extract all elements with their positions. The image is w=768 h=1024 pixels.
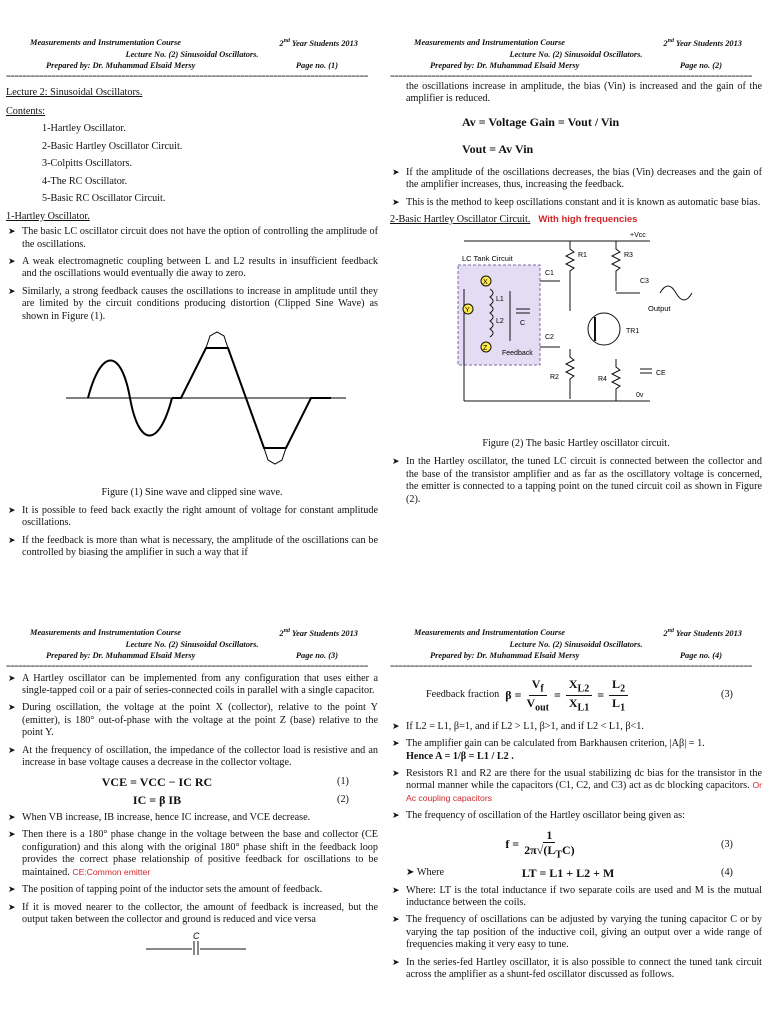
bullet-item: ➤ Resistors R1 and R2 are there for the usual stabilizing dc bias for the transistor in the normal manner while the capacitors (C1, C2, and C3) act as dc blocking capacitors. Or Ac coupling capacitors: [390, 768, 762, 805]
svg-text:Z: Z: [483, 345, 488, 353]
red-note: CE:Common emitter: [72, 866, 151, 877]
bullet-item: ➤ This is the method to keep oscillations constant and it is known as automatic base bias.: [390, 197, 762, 209]
page-header: Measurements and Instrumentation Course 2nd Year Students 2013 Lecture No. (2) Sinusoidal Oscillators. Prepared by: Dr. Muhammad Elsaid Mersy Page no. (2): [414, 38, 742, 70]
page-3: Measurements and Instrumentation Course 2nd Year Students 2013 Lecture No. (2) Sinusoidal Oscillators. Prepared by: Dr. Muhammad Elsaid Mersy Page no. (3) ======================================================================================== ➤ A Hartley oscillator can be implemented from any configuration that uses either a single-tapped coil or a pair of series-connected coils in parallel with a single capacitor. ➤ During oscillation, the voltage at the point X (collector), relative to the point Y (emitter), is 180° out-of-phase with the voltage at the point Z (base) relative to the point Y. ➤ At the frequency of oscillation, the impedance of the collector load is resistive and an increase in base voltage causes a decrease in the collector voltage. VCE = VCC − IC RC (1) IC = β IB (2) ➤ When VB increase, IB increase, hence IC increase, and VCE decrease. ➤ Then there is a 180° phase change in the voltage between the base and collector (CE configuration) and this along with the original 180° phase shift in the feedback loop provides the correct phase relationship of positive feedback for oscillations to be maintained. CE:Common emitter ➤ The position of tapping point of the inductor sets the amount of feedback. ➤ If it is moved nearer to the collector, the amount of feedback is increased, but the output taken between the collector and ground is reduced and vice versa C: [6, 628, 378, 1024]
equation-ic: IC = β IB (2): [132, 793, 349, 808]
equation-lt: ➤ Where LT = L1 + L2 + M (4): [406, 865, 733, 880]
page-1: [6, 38, 378, 590]
contents-item: 3-Colpitts Oscillators.: [42, 158, 132, 170]
page-header: Measurements and Instrumentation Course 2nd Year Students 2013 Lecture No. (2) Sinusoidal Oscillators. Prepared by: Dr. Muhammad Elsaid Mersy Page no. (3): [30, 628, 358, 660]
bullet-item: ➤ If it is moved nearer to the collector, the amount of feedback is increased, but the output taken between the collector and ground is reduced and vice versa: [6, 902, 378, 927]
svg-text:R2: R2: [550, 374, 559, 382]
bullet-item: ➤ It is possible to feed back exactly the right amount of voltage for constant amplitude oscillations.: [6, 505, 378, 530]
equation-vout: Vout = Av Vin: [462, 142, 534, 157]
bullet-item: ➤ In the Hartley oscillator, the tuned LC circuit is connected between the collector and the base of the transistor amplifier and as far as the oscillatory voltage is concerned, the emitter is connected to a tapping point on the tuned circuit coil as shown in Figure (2).: [390, 456, 762, 506]
course-title: Measurements and Instrumentation Course: [30, 38, 182, 47]
equation-gain: Av = Voltage Gain = Vout / Vin: [462, 115, 620, 130]
equation-frequency: f = $\frac{1}{2\pi√(L_TC)}$ (3): [505, 827, 733, 861]
svg-text:X: X: [483, 279, 488, 287]
svg-text:C: C: [193, 931, 200, 942]
page-number: Page no. (1): [295, 60, 338, 70]
section-heading: 1-Hartley Oscillator.: [6, 210, 90, 222]
section-heading: 2-Basic Hartley Oscillator Circuit.: [390, 214, 531, 225]
bullet-item: ➤ The amplifier gain can be calculated from Barkhausen criterion, |Aβ| = 1. Hence A = 1/β = L1 / L2 .: [390, 738, 762, 763]
bullet-item: ➤ The frequency of oscillations can be adjusted by varying the tuning capacitor C or by varying the tap position of the inductive coil, giving an output over a wide range of frequencies making it very easy to tune.: [390, 914, 762, 951]
bullet-item: ➤ If the amplitude of the oscillations decreases, the bias (Vin) decreases and the gain of the amplifier increases, thus, increasing the feedback.: [390, 167, 762, 192]
svg-text:R1: R1: [578, 252, 587, 260]
svg-text:LC Tank Circuit: LC Tank Circuit: [462, 254, 513, 264]
svg-text:Feedback: Feedback: [502, 350, 533, 358]
figure-2-hartley-circuit: [390, 229, 762, 429]
bullet-item: ➤ Then there is a 180° phase change in the voltage between the base and collector (CE configuration) and this along with the original 180° phase shift in the feedback loop provides the correct phase relationship of positive feedback for oscillations to be maintained. CE:Common emitter: [6, 829, 378, 879]
figure-2-caption: Figure (2) The basic Hartley oscillator circuit.: [482, 437, 670, 449]
page-number: Page no. (3): [295, 650, 338, 660]
bullet-item: ➤ A Hartley oscillator can be implemented from any configuration that uses either a single-tapped coil or a pair of series-connected coils in parallel with a single capacitor.: [6, 673, 378, 698]
bullet-item: ➤ If the feedback is more than what is necessary, the amplitude of the oscillations can be controlled by biasing the amplifier in such a way that if: [6, 535, 378, 560]
bullet-item: ➤ During oscillation, the voltage at the point X (collector), relative to the point Y (emitter), is 180° out-of-phase with the voltage at the point Z (base) relative to the point Y.: [6, 702, 378, 739]
contents-item: 4-The RC Oscillator.: [42, 175, 128, 187]
svg-text:+Vcc: +Vcc: [630, 232, 646, 240]
page-number: Page no. (2): [679, 60, 722, 70]
bullet-item: ➤ Similarly, a strong feedback causes the oscillations to increase in amplitude until they are limited by the circuit conditions producing distortion (Clipped Sine Wave) as shown in Figure (1).: [6, 286, 378, 323]
svg-text:CE: CE: [656, 370, 666, 378]
bullet-item: ➤ The frequency of oscillation of the Hartley oscillator being given as:: [390, 810, 762, 822]
equation-vce: VCE = VCC − IC RC (1): [101, 774, 349, 789]
bullet-item: ➤ If L2 = L1, β=1, and if L2 > L1, β>1, and if L2 < L1, β<1.: [390, 721, 762, 733]
contents-item: 2-Basic Hartley Oscillator Circuit.: [42, 140, 183, 152]
paragraph: the oscillations increase in amplitude, the bias (Vin) is increased and the gain of the amplifier is reduced.: [406, 80, 762, 104]
contents-heading: Contents:: [6, 106, 46, 117]
figure-1-caption: Figure (1) Sine wave and clipped sine wave.: [101, 486, 283, 498]
page-number: Page no. (4): [679, 650, 722, 660]
capacitor-fragment: [6, 931, 378, 955]
svg-text:Output: Output: [648, 304, 671, 314]
lecture-title: Lecture No. (2) Sinusoidal Oscillators.: [125, 49, 259, 59]
page-2: Measurements and Instrumentation Course 2nd Year Students 2013 Lecture No. (2) Sinusoidal Oscillators. Prepared by: Dr. Muhammad Elsaid Mersy Page no. (2) ======================================================================================== the oscillations increase in amplitude, the bias (Vin) is increased and the gain of the amplifier is reduced. Av = Voltage Gain = Vout / Vin Vout = Av Vin ➤ If the amplitude of the oscillations decreases, the bias (Vin) decreases and the gain of the amplifier increases, thus, increasing the feedback. ➤ This is the method to keep oscillations constant and it is known as automatic base bias. 2-Basic Hartley Oscillator Circuit. With high frequencies LC Tank Circuit +Vcc 0v X Y Z L1 L2 C Feedback C1 C2 R1 R2 R3 R4 CE TR1 C3 Output Figure (2) The basic Hartley oscillator circuit. ➤ In the Hartley oscillator, the tuned LC circuit is connected between the collector and the base of the transistor amplifier and as far as the oscillatory voltage is concerned, the emitter is connected to a tapping point on the tuned circuit coil as shown in Figure (2).: [390, 38, 762, 590]
svg-text:L1: L1: [496, 296, 504, 304]
bullet-item: ➤ The basic LC oscillator circuit does not have the option of controlling the amplitude of the oscillations.: [6, 226, 378, 251]
contents-item: 1-Hartley Oscillator.: [42, 123, 126, 135]
equation-feedback-fraction: Feedback fraction β = $\frac{V_f}{V_{out}}$ = $\frac{X_{L2}}{X_{L1}}$ = $\frac{L_2}{L_1}$ (3): [426, 676, 733, 714]
bullet-item: ➤ At the frequency of oscillation, the impedance of the collector load is resistive and an increase in base voltage causes a decrease in the collector voltage.: [6, 745, 378, 770]
page-4: Measurements and Instrumentation Course 2nd Year Students 2013 Lecture No. (2) Sinusoidal Oscillators. Prepared by: Dr. Muhammad Elsaid Mersy Page no. (4) ======================================================================================== Feedback fraction β = $\frac{V_f}{V_{out}}$ = $\frac{X_{L2}}{X_{L1}}$ = $\frac{L_2}{L_1}$ (3) ➤ If L2 = L1, β=1, and if L2 > L1, β>1, and if L2 < L1, β<1. ➤ The amplifier gain can be calculated from Barkhausen criterion, |Aβ| = 1. Hence A = 1/β = L1 / L2 . ➤ Resistors R1 and R2 are there for the usual stabilizing dc bias for the transistor in the normal manner while the capacitors (C1, C2, and C3) act as dc blocking capacitors. Or Ac coupling capacitors ➤ The frequency of oscillation of the Hartley oscillator being given as: f = $\frac{1}{2\pi√(L_TC)}$ (3) ➤ Where LT = L1 + L2 + M (4) ➤ Where: LT is the total inductance if two separate coils are used and M is the mutual inductance between the coils. ➤ The frequency of oscillations can be adjusted by varying the tuning capacitor C or by varying the tap position of the inductive coil, giving an output over a wide range of frequencies making it very easy to tune. ➤ In the series-fed Hartley oscillator, it is also possible to connect the tuned tank circuit across the amplifier as a shunt-fed oscillator discussed as follows.: [390, 628, 762, 1024]
svg-text:0v: 0v: [636, 392, 644, 400]
svg-text:TR1: TR1: [626, 328, 640, 336]
svg-text:L2: L2: [496, 318, 504, 326]
red-note: Or Ac coupling capacitors: [406, 780, 762, 803]
page-header: Measurements and Instrumentation Course 2nd Year Students 2013 Lecture No. (2) Sinusoidal Oscillators. Prepared by: Dr. Muhammad Elsaid Mersy Page no. (4): [414, 628, 742, 660]
lecture-heading: Lecture 2: Sinusoidal Oscillators.: [6, 86, 143, 98]
svg-text:C: C: [520, 320, 526, 328]
svg-text:R4: R4: [598, 376, 607, 384]
contents-list: [6, 123, 378, 205]
svg-text:C1: C1: [545, 270, 554, 278]
author: Prepared by: Dr. Muhammad Elsaid Mersy: [46, 60, 196, 70]
bullet-item: ➤ Where: LT is the total inductance if two separate coils are used and M is the mutual inductance between the coils.: [390, 885, 762, 910]
contents-item: 5-Basic RC Oscillator Circuit.: [42, 193, 166, 205]
header-rule: ========================================================================================: [6, 72, 368, 81]
bullet-item: ➤ A weak electromagnetic coupling between L and L2 results in insufficient feedback and the oscillations would eventually die away to zero.: [6, 256, 378, 281]
page-header: Measurements and Instrumentation Course 2nd Year Students 2013 Lecture No. (2) Sinusoidal Oscillators. Prepared by: Dr. Muhammad Elsaid Mersy Page no. (1): [6, 38, 378, 72]
svg-text:C3: C3: [640, 278, 649, 286]
bullet-item: ➤ The position of tapping point of the inductor sets the amount of feedback.: [6, 884, 378, 896]
svg-text:C2: C2: [545, 334, 554, 342]
svg-text:Y: Y: [465, 307, 470, 315]
svg-text:R3: R3: [624, 252, 633, 260]
bullet-item: ➤ When VB increase, IB increase, hence IC increase, and VCE decrease.: [6, 812, 378, 824]
bullet-item: ➤ In the series-fed Hartley oscillator, it is also possible to connect the tuned tank circuit across the amplifier as a shunt-fed oscillator discussed as follows.: [390, 957, 762, 982]
figure-1-waveforms: [6, 328, 378, 478]
section-note: With high frequencies: [538, 214, 638, 225]
